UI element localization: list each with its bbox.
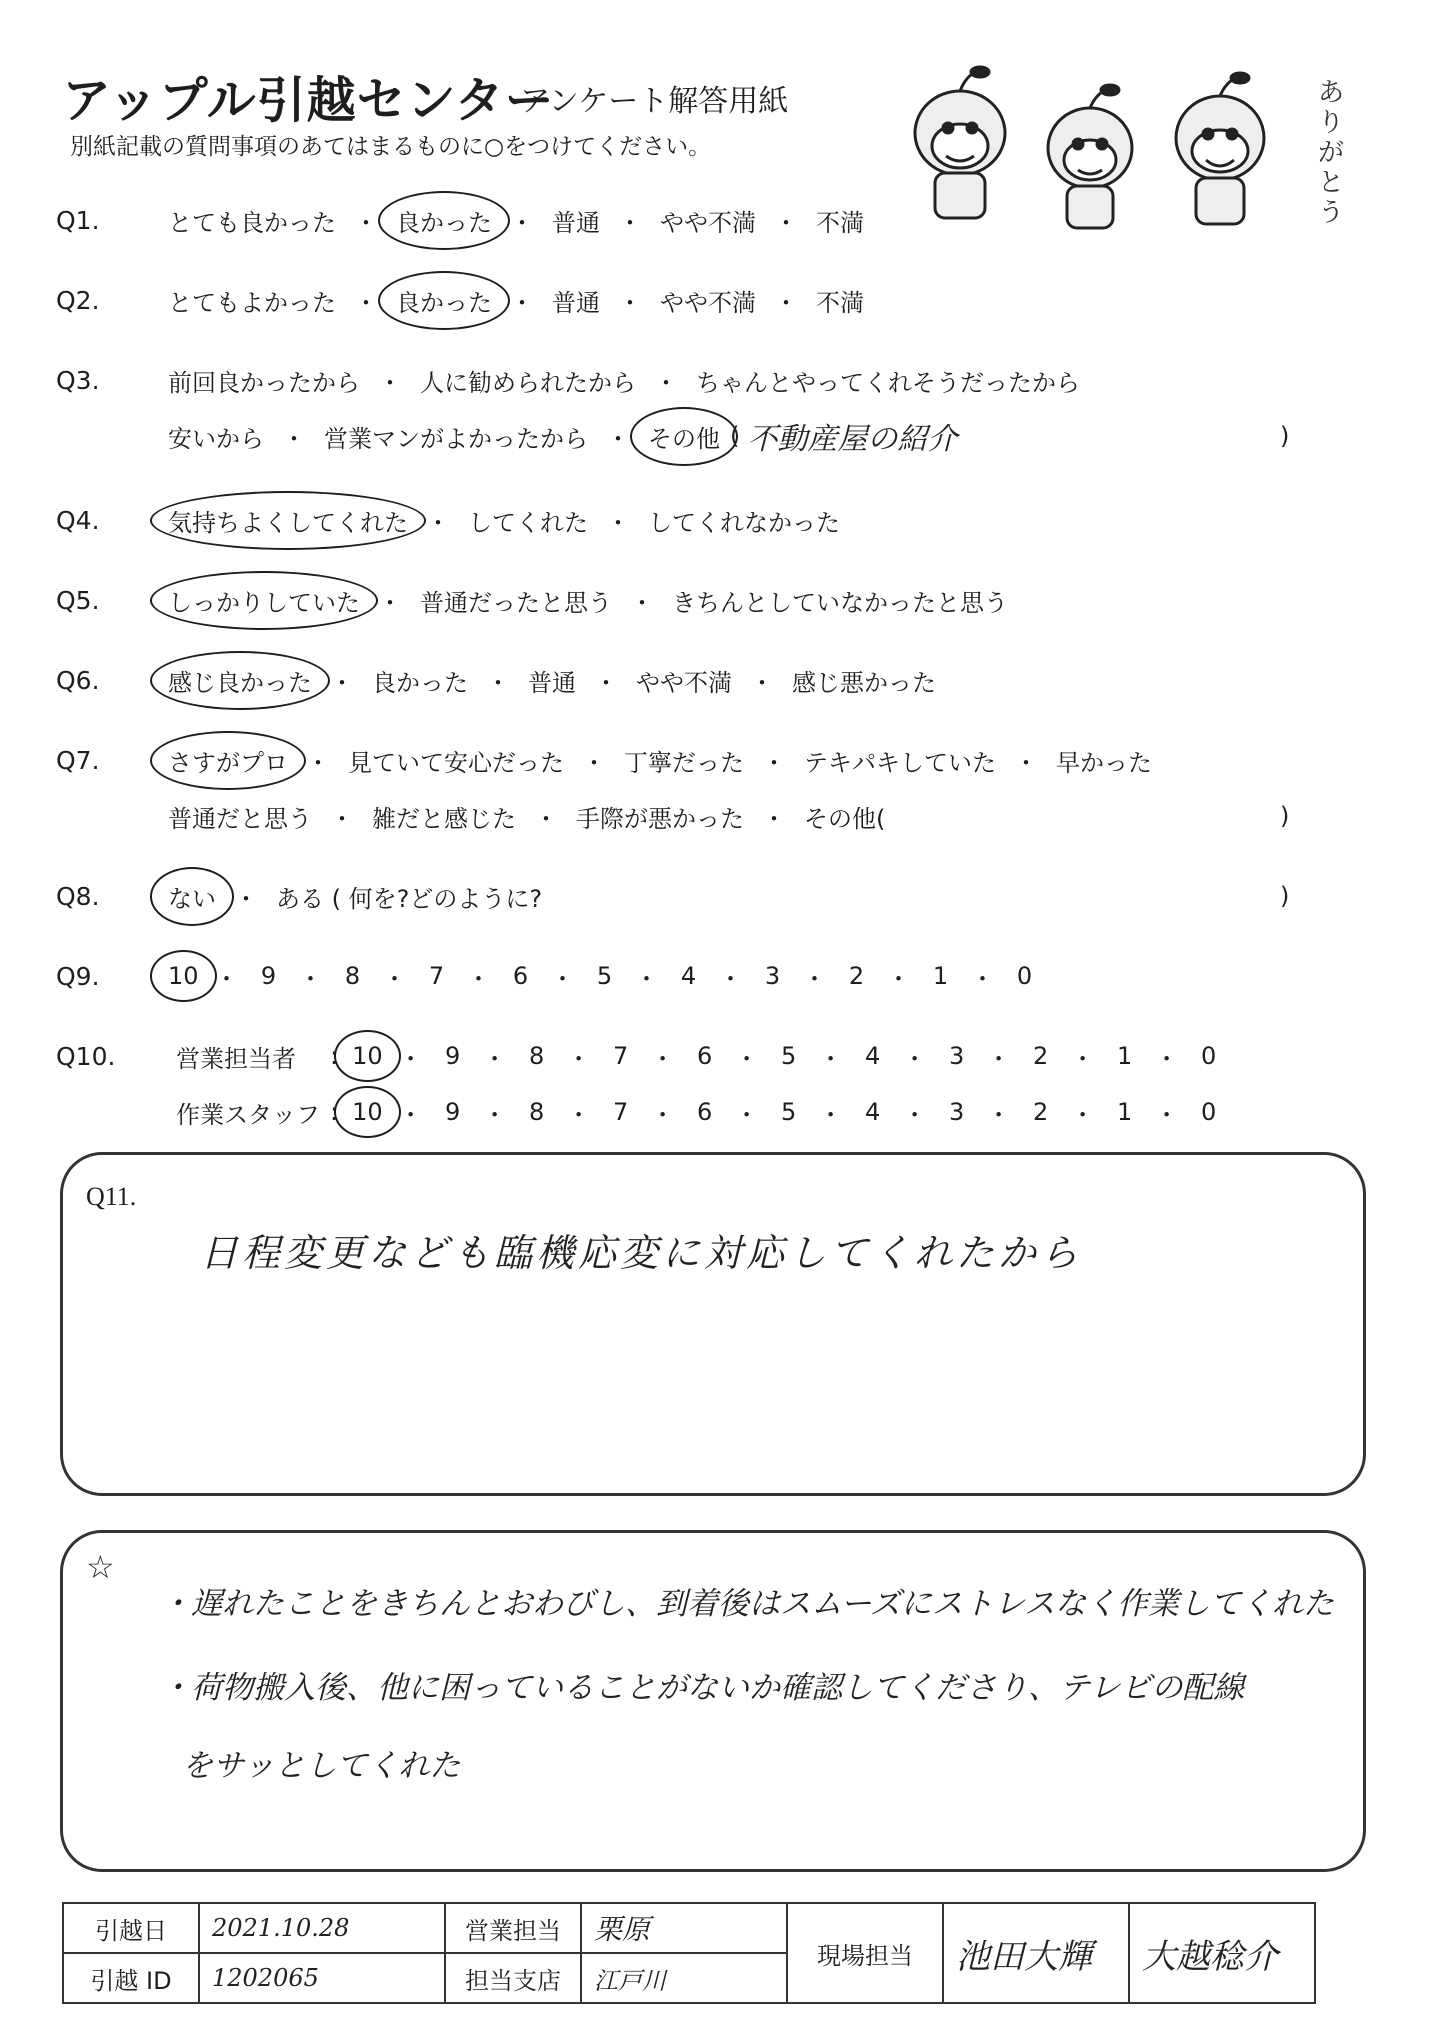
score-option[interactable]: 0 — [1201, 1042, 1217, 1070]
option[interactable]: テキパキしていた — [804, 748, 996, 777]
mascot-illustration — [880, 58, 1310, 238]
question-number: Q10. — [56, 1041, 116, 1071]
score-option[interactable]: 8 — [529, 1098, 545, 1126]
question-number: Q8. — [56, 881, 100, 911]
move-id-value[interactable]: 1202065 — [199, 1953, 445, 2003]
option[interactable]: してくれなかった — [648, 508, 840, 537]
sales-value[interactable]: 栗原 — [581, 1903, 787, 1953]
score-option[interactable]: 5 — [781, 1042, 797, 1070]
question-q1 — [56, 200, 868, 240]
option[interactable]: 雑だと感じた — [372, 804, 516, 833]
score-option[interactable]: 4 — [865, 1098, 881, 1126]
monkey-icon-2 — [1048, 85, 1132, 228]
option[interactable]: 見ていて安心だった — [348, 748, 564, 777]
score-option-selected[interactable]: 10 — [348, 1042, 387, 1070]
q9-scale: 10 ・ 9 ・ 8 ・ 7 ・ 6 ・ 5 ・ 4 ・ 3 ・ 2 ・ 1 ・ 0 — [164, 959, 1043, 994]
option[interactable]: 不満 — [816, 208, 864, 237]
score-option[interactable]: 5 — [596, 962, 613, 990]
option-selected[interactable]: 感じ良かった — [164, 663, 316, 698]
instruction-text: 別紙記載の質問事項のあてはまるものに○をつけてください。 — [70, 134, 712, 160]
score-option[interactable]: 3 — [764, 962, 781, 990]
move-id-label: 引越 ID — [63, 1953, 199, 2003]
comment-line-3: をサッとしてくれた — [182, 1748, 461, 1784]
option[interactable]: 不満 — [816, 288, 864, 317]
q3-options-line2: 安いから ・ 営業マンがよかったから ・ その他 ( 不動産屋の紹介 — [164, 414, 957, 458]
site-staff-label: 現場担当 — [787, 1903, 943, 2003]
question-number: Q9. — [56, 961, 100, 991]
score-option[interactable]: 3 — [949, 1098, 965, 1126]
score-option[interactable]: 0 — [1016, 962, 1033, 990]
question-q10-sales: Q10. 営業担当者 : 10 ・ 9 ・ 8 ・ 7 ・ 6 ・ 5 ・ 4 ・ 3 ・ 2 ・ 1 ・ 0 — [56, 1036, 1227, 1076]
option[interactable]: 普通だと思う — [168, 804, 312, 833]
q4-options: 気持ちよくしてくれた ・ してくれた ・ してくれなかった — [164, 503, 844, 538]
q5-options: しっかりしていた ・ 普通だったと思う ・ きちんとしていなかったと思う — [164, 583, 1012, 618]
question-q7-line2 — [56, 796, 1290, 836]
score-option[interactable]: 9 — [260, 962, 277, 990]
option[interactable]: 営業マンがよかったから — [324, 424, 588, 453]
question-number: Q6. — [56, 665, 100, 695]
score-option[interactable]: 8 — [344, 962, 361, 990]
score-option[interactable]: 9 — [445, 1098, 461, 1126]
close-paren: ) — [1280, 422, 1290, 450]
close-paren: ) — [1280, 802, 1290, 830]
question-q3-line2 — [56, 416, 1290, 457]
score-option[interactable]: 1 — [1117, 1098, 1133, 1126]
question-number: Q1. — [56, 205, 100, 235]
score-option[interactable]: 1 — [932, 962, 949, 990]
option[interactable]: 普通 — [552, 288, 600, 317]
q7-options-line2: 普通だと思う ・ 雑だと感じた ・ 手際が悪かった ・ その他( — [164, 799, 889, 834]
score-option[interactable]: 6 — [697, 1098, 713, 1126]
score-option[interactable]: 6 — [512, 962, 529, 990]
q8-options: ない ・ ある ( 何を?どのように? — [164, 879, 546, 914]
comment-line-2: ・荷物搬入後、他に困っていることがないか確認してくださり、テレビの配線 — [160, 1670, 1245, 1706]
q7-options-line1: さすがプロ ・ 見ていて安心だった ・ 丁寧だった ・ テキパキしていた ・ 早かった — [164, 743, 1156, 778]
question-q4 — [56, 500, 844, 540]
q10-row-label: 営業担当者 — [176, 1044, 296, 1073]
score-option-selected[interactable]: 10 — [348, 1098, 387, 1126]
option[interactable]: 普通だったと思う — [420, 588, 612, 617]
question-q9 — [56, 956, 1043, 996]
option[interactable]: きちんとしていなかったと思う — [672, 588, 1008, 617]
q1-options: とても良かった ・ 良かった ・ 普通 ・ やや不満 ・ 不満 — [164, 203, 868, 238]
score-option[interactable]: 0 — [1201, 1098, 1217, 1126]
option-selected[interactable]: 良かった — [392, 283, 496, 318]
option[interactable]: 普通 — [552, 208, 600, 237]
option[interactable]: やや不満 — [660, 288, 756, 317]
close-paren: ) — [1280, 882, 1290, 910]
option[interactable]: とてもよかった — [168, 288, 336, 317]
option-selected[interactable]: 気持ちよくしてくれた — [164, 503, 412, 538]
branch-value[interactable]: 江戸川 — [581, 1953, 787, 2003]
q2-options: とてもよかった ・ 良かった ・ 普通 ・ やや不満 ・ 不満 — [164, 283, 868, 318]
score-option[interactable]: 2 — [1033, 1042, 1049, 1070]
score-option[interactable]: 7 — [613, 1098, 629, 1126]
option[interactable]: 安いから — [168, 424, 264, 453]
option[interactable]: 人に勧められたから — [420, 368, 636, 397]
option-selected[interactable]: しっかりしていた — [164, 583, 364, 618]
option[interactable]: 普通 — [528, 668, 576, 697]
question-q6 — [56, 660, 940, 700]
question-number: Q5. — [56, 585, 100, 615]
score-option[interactable]: 2 — [848, 962, 865, 990]
option[interactable]: 良かった — [372, 668, 468, 697]
option-selected[interactable]: 良かった — [392, 203, 496, 238]
q3-options-line1: 前回良かったから ・ 人に勧められたから ・ ちゃんとやってくれそうだったから — [164, 363, 1084, 398]
option[interactable]: 感じ悪かった — [792, 668, 936, 697]
q10-staff-scale: 10 ・ 9 ・ 8 ・ 7 ・ 6 ・ 5 ・ 4 ・ 3 ・ 2 ・ 1 ・ 0 — [348, 1095, 1227, 1130]
branch-label: 担当支店 — [445, 1953, 581, 2003]
question-number: Q4. — [56, 505, 100, 535]
option-selected[interactable]: ない — [164, 879, 220, 914]
option[interactable]: ある ( 何を?どのように? — [276, 884, 543, 913]
score-option[interactable]: 2 — [1033, 1098, 1049, 1126]
option[interactable]: 丁寧だった — [624, 748, 744, 777]
question-number: Q3. — [56, 365, 100, 395]
option[interactable]: 手際が悪かった — [576, 804, 744, 833]
q11-answer-box[interactable] — [60, 1152, 1366, 1496]
score-option[interactable]: 3 — [949, 1042, 965, 1070]
q11-answer-text: 日程変更なども臨機応変に対応してくれたから — [200, 1231, 1083, 1275]
score-option-selected[interactable]: 10 — [164, 962, 203, 990]
question-q2 — [56, 280, 868, 320]
site-staff-2[interactable]: 大越稔介 — [1129, 1903, 1315, 2003]
score-option[interactable]: 6 — [697, 1042, 713, 1070]
question-q5 — [56, 580, 1012, 620]
q10-sales-scale: 10 ・ 9 ・ 8 ・ 7 ・ 6 ・ 5 ・ 4 ・ 3 ・ 2 ・ 1 ・ 0 — [348, 1039, 1227, 1074]
option[interactable]: やや不満 — [660, 208, 756, 237]
option[interactable]: とても良かった — [168, 208, 336, 237]
star-icon: ☆ — [86, 1549, 115, 1585]
thanks-text: ありがとう — [1318, 78, 1345, 228]
form-subtitle: アンケート解答用紙 — [520, 84, 789, 119]
brand-title: アップル引越センター — [62, 72, 555, 129]
question-number: Q7. — [56, 745, 100, 775]
question-number: Q2. — [56, 285, 100, 315]
option[interactable]: やや不満 — [636, 668, 732, 697]
score-option[interactable]: 4 — [680, 962, 697, 990]
question-q10-staff: 作業スタッフ : 10 ・ 9 ・ 8 ・ 7 ・ 6 ・ 5 ・ 4 ・ 3 ・ 2 ・ 1 ・ 0 — [56, 1092, 1227, 1132]
score-option[interactable]: 4 — [865, 1042, 881, 1070]
q11-label: Q11. — [86, 1182, 137, 1211]
score-option[interactable]: 7 — [428, 962, 445, 990]
question-q3 — [56, 360, 1084, 400]
move-date-value[interactable]: 2021.10.28 — [199, 1903, 445, 1953]
move-date-label: 引越日 — [63, 1903, 199, 1953]
score-option[interactable]: 1 — [1117, 1042, 1133, 1070]
q6-options: 感じ良かった ・ 良かった ・ 普通 ・ やや不満 ・ 感じ悪かった — [164, 663, 940, 698]
site-staff-1[interactable]: 池田大輝 — [943, 1903, 1129, 2003]
question-q7 — [56, 740, 1156, 780]
option-selected[interactable]: その他 — [644, 419, 724, 454]
q10-row-label: 作業スタッフ — [176, 1100, 320, 1129]
monkey-icon-1 — [915, 67, 1005, 218]
q3-other-handwritten: 不動産屋の紹介 — [747, 422, 958, 457]
score-option[interactable]: 5 — [781, 1098, 797, 1126]
option[interactable]: 早かった — [1056, 748, 1152, 777]
option[interactable]: 前回良かったから — [168, 368, 360, 397]
option-selected[interactable]: さすがプロ — [164, 743, 292, 778]
footer-table — [62, 1902, 1316, 2004]
score-option[interactable]: 7 — [613, 1042, 629, 1070]
score-option[interactable]: 9 — [445, 1042, 461, 1070]
score-option[interactable]: 8 — [529, 1042, 545, 1070]
monkey-icon-3 — [1176, 73, 1264, 224]
comment-line-1: ・遅れたことをきちんとおわびし、到着後はスムーズにストレスなく作業してくれた — [160, 1586, 1334, 1622]
sales-label: 営業担当 — [445, 1903, 581, 1953]
option[interactable]: してくれた — [468, 508, 588, 537]
question-q8 — [56, 876, 1290, 916]
option[interactable]: ちゃんとやってくれそうだったから — [696, 368, 1080, 397]
option[interactable]: その他( — [804, 804, 886, 833]
